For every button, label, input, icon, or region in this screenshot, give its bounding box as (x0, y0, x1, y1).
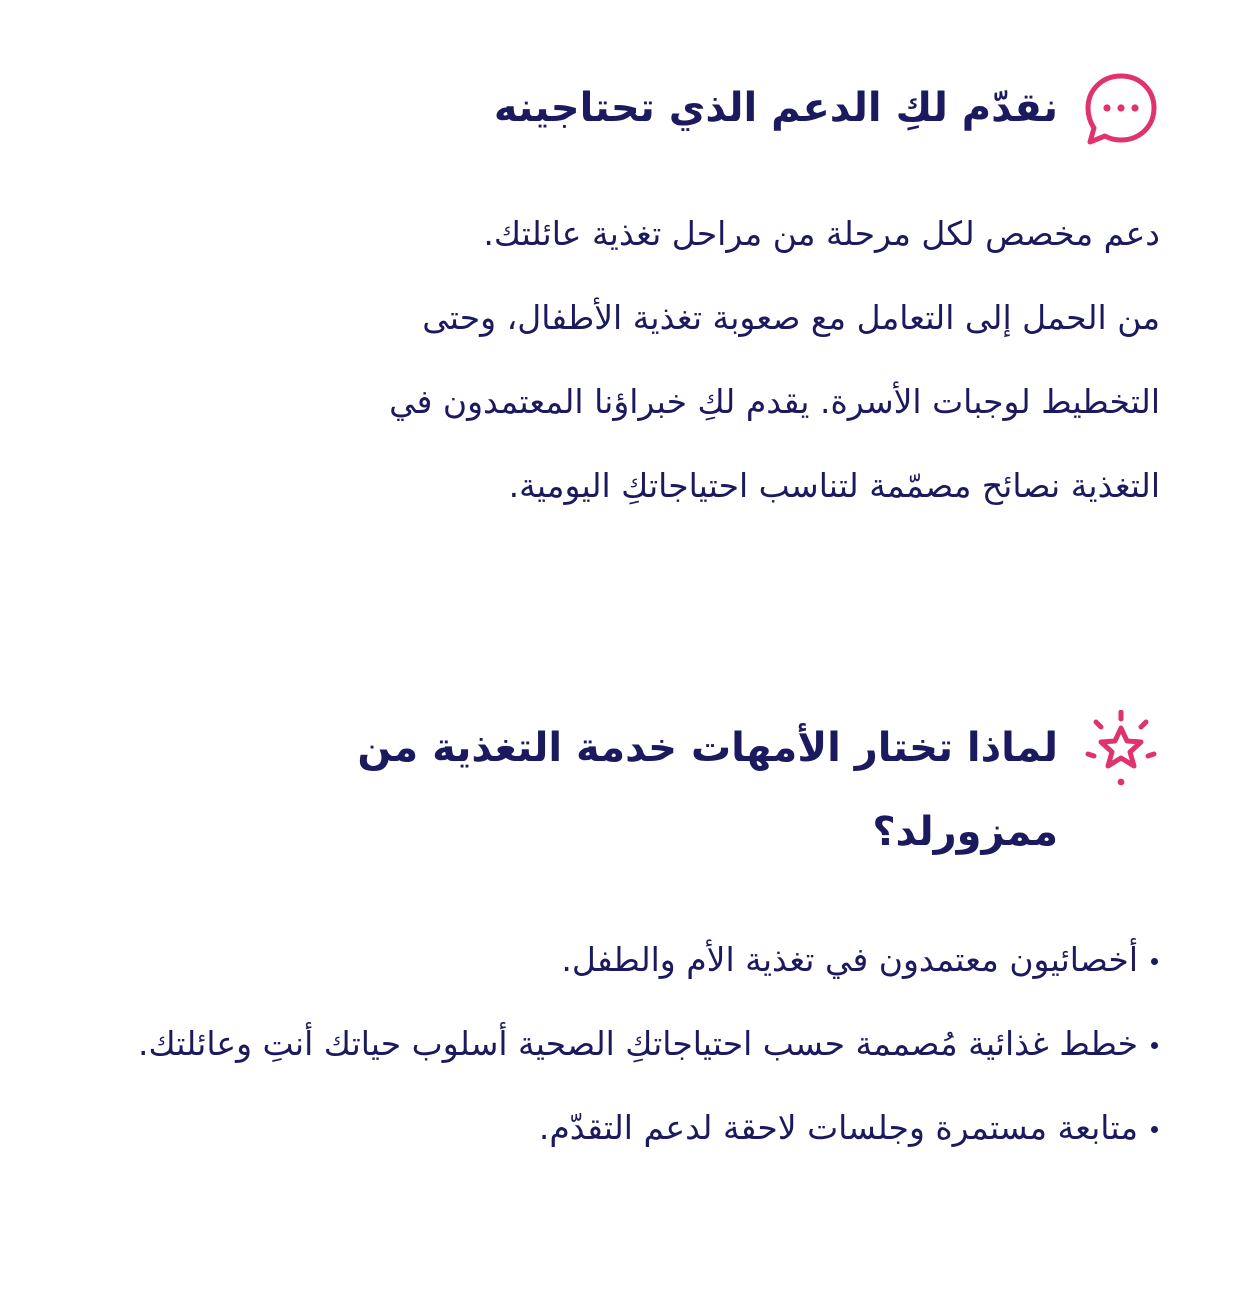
support-section (96, 66, 1160, 528)
why-bullet-list (96, 918, 1160, 1170)
chat-bubble-icon (1082, 70, 1160, 148)
list-item: خطط غذائية مُصممة حسب احتياجاتكِ الصحية أسلوب حياتك أنتِ وعائلتك. (96, 1002, 1138, 1086)
support-paragraph (96, 192, 1160, 528)
why-section (96, 706, 1160, 1170)
support-paragraph-line: التغذية نصائح مصمّمة لتناسب احتياجاتكِ اليومية. (508, 466, 1160, 505)
support-paragraph-line: من الحمل إلى التعامل مع صعوبة تغذية الأطفال، وحتى (422, 298, 1160, 337)
support-paragraph-line: التخطيط لوجبات الأسرة. يقدم لكِ خبراؤنا المعتمدون في (389, 382, 1160, 421)
why-heading-row (96, 706, 1160, 874)
support-paragraph-line: دعم مخصص لكل مرحلة من مراحل تغذية عائلتك. (483, 214, 1160, 253)
support-heading-row (96, 66, 1160, 150)
list-item: متابعة مستمرة وجلسات لاحقة لدعم التقدّم. (96, 1086, 1138, 1170)
sparkle-star-icon (1082, 710, 1160, 788)
why-heading: لماذا تختار الأمهات خدمة التغذية من ممزورلد؟ (357, 725, 1058, 855)
list-item: أخصائيون معتمدون في تغذية الأم والطفل. (96, 918, 1138, 1002)
support-heading: نقدّم لكِ الدعم الذي تحتاجينه (493, 85, 1058, 131)
